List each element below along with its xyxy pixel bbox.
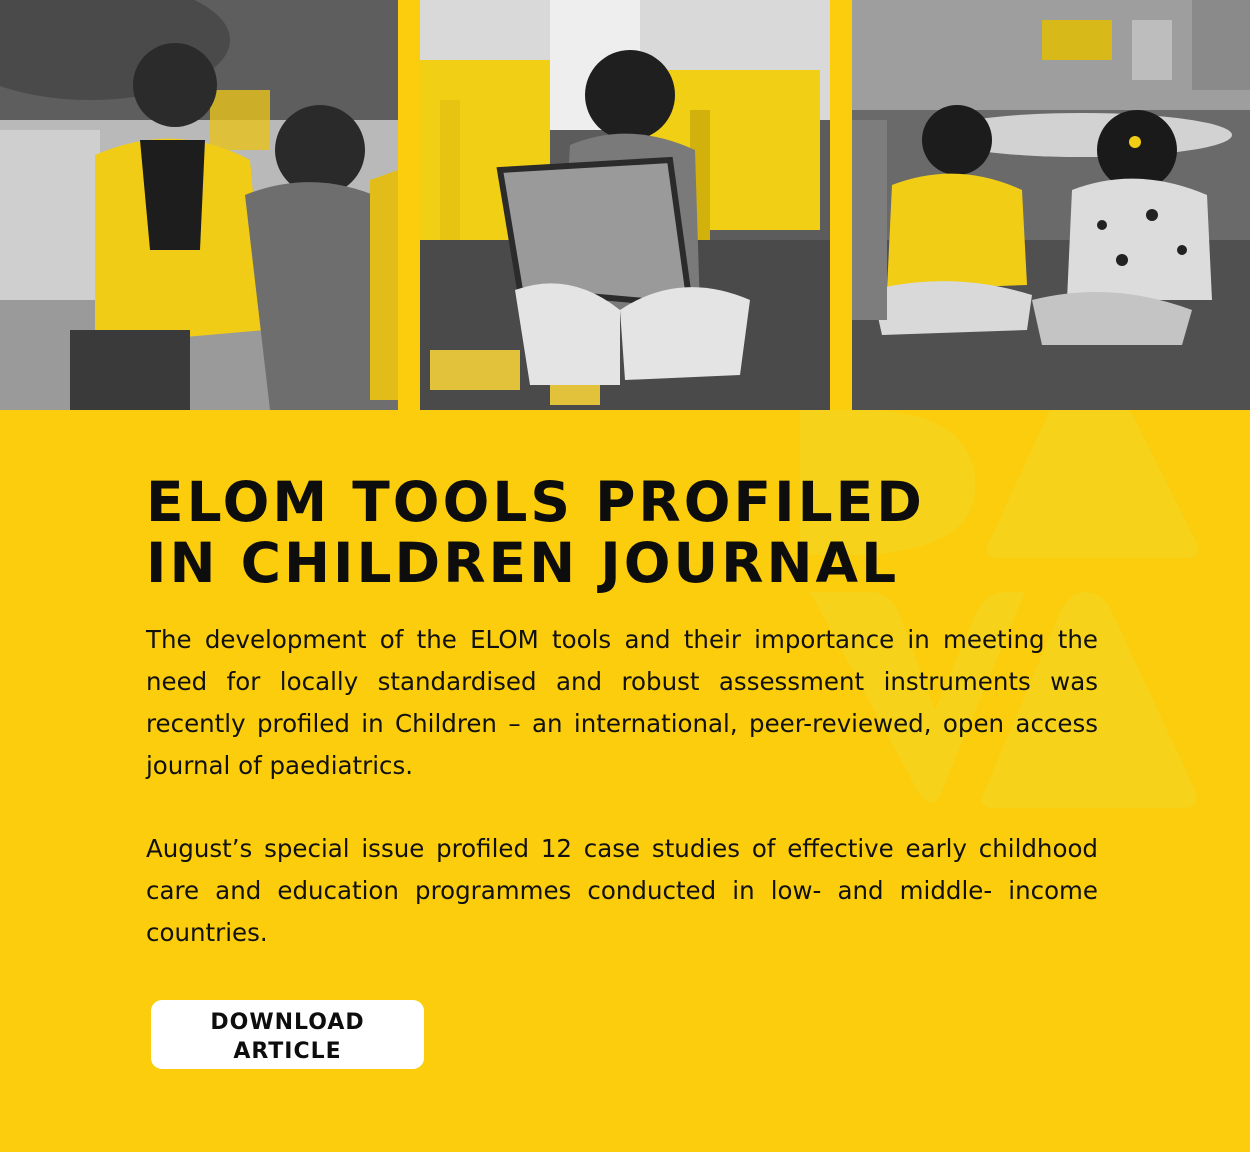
photo-child-puzzle-board: [420, 0, 830, 410]
headline-line-1: ELOM TOOLS PROFILED: [146, 470, 925, 534]
article-body: [146, 619, 1098, 995]
photo-child-yellow-jacket: [0, 0, 398, 410]
headline-line-2: IN CHILDREN JOURNAL: [146, 531, 900, 595]
article-headline: [146, 472, 966, 594]
photo-strip: [0, 0, 1250, 410]
article-paragraph-1: The development of the ELOM tools and their importance in meeting the need for locally standardised and robust assessment instruments was recently profiled in Children – an international, peer-reviewed, open access journal of paediatrics.: [146, 625, 1098, 780]
photo-children-on-mat: [852, 0, 1250, 410]
download-article-button[interactable]: DOWNLOAD ARTICLE: [151, 1000, 424, 1069]
article-paragraph-2: August’s special issue profiled 12 case studies of effective early childhood care and education programmes conducted in low- and middle- income countries.: [146, 834, 1098, 947]
